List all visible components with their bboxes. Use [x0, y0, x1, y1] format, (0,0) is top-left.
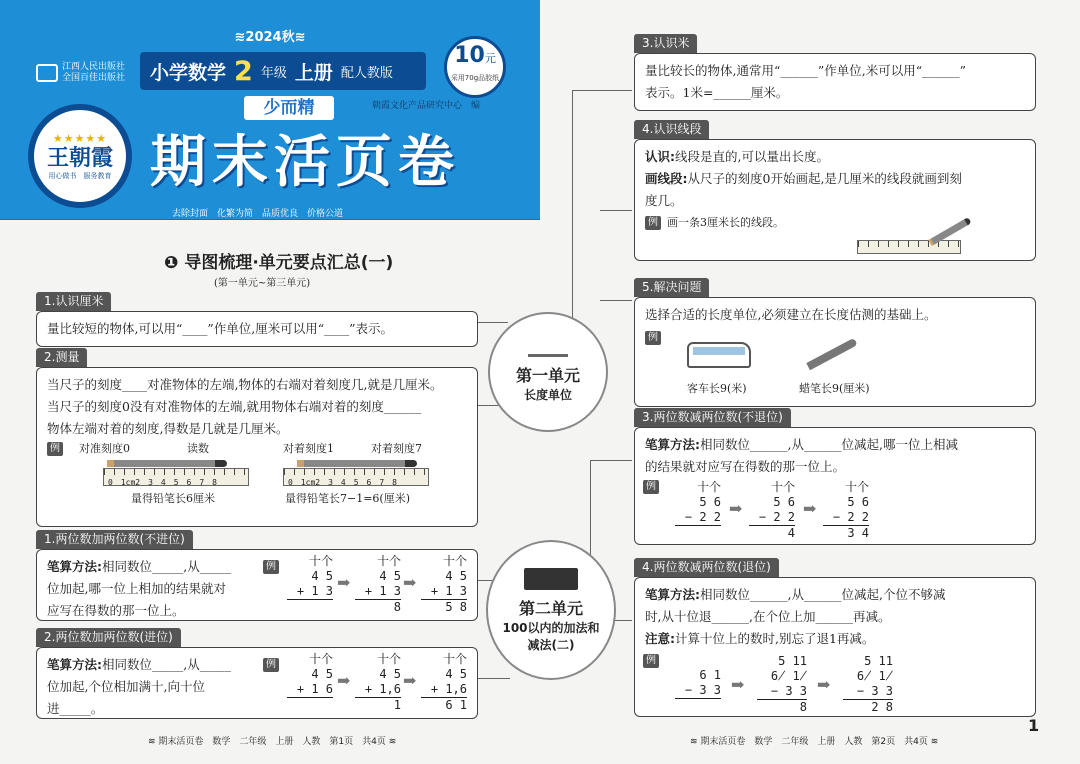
subject-bar — [140, 52, 426, 90]
card-tag: 4.认识线段 — [634, 120, 709, 139]
subtrahend: − 2 2 — [684, 510, 721, 524]
ruler-icon: 0 1cm2 3 4 5 6 7 8 — [283, 468, 429, 486]
grade-unit: 年级 — [260, 65, 287, 81]
vertical-addition — [355, 554, 401, 615]
brand-badge — [28, 104, 132, 208]
card-tag: 2.两位数加两位数(进位) — [36, 628, 181, 647]
result: 1 — [355, 697, 401, 713]
publisher-en: 全国百佳出版社 — [62, 73, 126, 83]
unit-two-circle — [486, 540, 616, 680]
result: 5 8 — [421, 599, 467, 615]
method-line: 位加起,哪一位上相加的结果就对 — [47, 581, 226, 596]
card-line: 当尺子的刻度____对准物体的左端,物体的右端对着刻度几,就是几厘米。 — [47, 377, 443, 392]
measure-result: 量得铅笔长7−1=6(厘米) — [285, 492, 411, 505]
connector-line — [572, 90, 632, 352]
method-text — [47, 556, 267, 622]
borrow-mark: 5 11 — [778, 654, 807, 668]
card-tag: 2.测量 — [36, 348, 87, 367]
addend-bottom: + 1 3 — [430, 584, 467, 598]
example-tag: 例 — [47, 442, 63, 456]
card-know-meter — [634, 32, 1036, 111]
card-line: 线段是直的,可以量出长度。 — [675, 149, 829, 164]
minuend: 6̸ 1̸ — [770, 669, 807, 683]
card-body — [634, 297, 1036, 407]
minuend: 6̸ 1̸ — [856, 669, 893, 683]
example-tag: 例 — [263, 560, 279, 574]
section-subtitle: (第一单元~第三单元) — [214, 278, 311, 289]
price-note: 采用70g品胶纸 — [450, 74, 500, 82]
card-tag: 1.认识厘米 — [36, 292, 111, 311]
card-know-centimeter — [36, 290, 478, 347]
place-head: 十个 — [844, 480, 869, 494]
section-title — [164, 248, 393, 273]
connector-line — [600, 210, 632, 211]
vertical-addition — [421, 652, 467, 713]
addend-bottom: + 1 3 — [364, 584, 401, 598]
addend-bottom: + 1,6 — [430, 682, 467, 696]
main-title: 期末活页卷 — [150, 129, 460, 195]
result-blank — [675, 698, 721, 714]
note-label: 注意: — [645, 631, 675, 646]
card-line: 表示。1米=______厘米。 — [645, 85, 789, 100]
footer-right: ≋ 期末活页卷 数学 二年级 上册 人教 第2页 共4页 ≋ — [690, 737, 939, 747]
price-badge — [444, 36, 506, 98]
unit-title: 第一单元 — [515, 366, 580, 385]
connector-line — [590, 460, 632, 570]
subtrahend: − 3 3 — [770, 684, 807, 698]
card-tag: 1.两位数加两位数(不进位) — [36, 530, 193, 549]
method-label: 笔算方法: — [47, 657, 102, 672]
addend-bottom: + 1,6 — [364, 682, 401, 696]
crayon-caption: 蜡笔长9(厘米) — [799, 382, 870, 395]
note-text: 计算十位上的数时,别忘了退1再减。 — [675, 631, 875, 646]
card-line: 量比较长的物体,通常用“______”作单位,米可以用“______” — [645, 63, 967, 78]
method-line: 位加起,个位相加满十,向十位 — [47, 679, 205, 694]
subject: 小学数学 — [150, 61, 227, 84]
ruler-label: 对准刻度0 — [79, 442, 130, 455]
place-head: 十个 — [442, 554, 467, 568]
example-tag: 例 — [645, 331, 661, 345]
subtrahend: − 2 2 — [832, 510, 869, 524]
connector-line — [600, 300, 632, 301]
addend-top: 4 5 — [379, 667, 401, 681]
place-head: 十个 — [770, 480, 795, 494]
vertical-addition — [287, 652, 333, 713]
addend-top: 4 5 — [379, 569, 401, 583]
measure-example — [47, 440, 467, 510]
addend-bottom: + 1 3 — [296, 584, 333, 598]
vertical-subtraction — [675, 668, 721, 714]
vertical-subtraction — [843, 654, 893, 715]
unit-one-circle — [488, 312, 608, 432]
result: 8 — [355, 599, 401, 615]
price-number: 10 — [454, 43, 485, 68]
card-sub-no-borrow — [634, 406, 1036, 545]
section-title-text: 导图梳理·单元要点汇总(一) — [184, 253, 394, 273]
arrow-icon: ➡ — [403, 671, 417, 690]
line-label: 认识: — [645, 149, 675, 164]
grade-number: 2 — [234, 55, 253, 87]
card-line: 当尺子的刻度0没有对准物体的左端,就用物体右端对着的刻度______ — [47, 399, 422, 414]
minuend: 6 1 — [699, 668, 721, 682]
blackboard-icon — [524, 568, 578, 590]
example-tag: 例 — [643, 654, 659, 668]
arrow-icon: ➡ — [803, 499, 817, 518]
addend-top: 4 5 — [311, 667, 333, 681]
vertical-addition — [287, 554, 333, 615]
unit-desc: 100以内的加法和 — [502, 620, 600, 635]
arrow-icon: ➡ — [817, 675, 831, 694]
result: 8 — [757, 699, 807, 715]
minuend: 5 6 — [847, 495, 869, 509]
place-head: 十个 — [696, 480, 721, 494]
result: 6 1 — [421, 697, 467, 713]
card-measure — [36, 346, 478, 527]
card-body — [36, 311, 478, 347]
subtrahend: − 3 3 — [684, 683, 721, 697]
method-line: 进_____。 — [47, 701, 104, 716]
card-add-carry — [36, 626, 478, 719]
method-label: 笔算方法: — [47, 559, 102, 574]
vertical-subtraction — [823, 480, 869, 541]
publisher-logo-icon — [36, 64, 58, 82]
card-line: 从尺子的刻度0开始画起,是几厘米的线段就画到刻 — [687, 171, 962, 186]
example-tag: 例 — [263, 658, 279, 672]
method-line: 的结果就对应写在得数的那一位上。 — [645, 459, 846, 474]
addend-bottom: + 1 6 — [296, 682, 333, 696]
card-add-no-carry — [36, 528, 478, 621]
result: 2 8 — [843, 699, 893, 715]
arrow-icon: ➡ — [337, 573, 351, 592]
vertical-addition — [355, 652, 401, 713]
result: 3 4 — [823, 525, 869, 541]
brand-slogan: 用心做书 服务教育 — [48, 171, 112, 180]
publisher-name — [62, 62, 125, 84]
result: 4 — [749, 525, 795, 541]
place-head: 十个 — [376, 652, 401, 666]
measure-result: 量得铅笔长6厘米 — [131, 492, 215, 505]
stars-icon: ★★★★★ — [52, 131, 108, 145]
minuend: 5 6 — [773, 495, 795, 509]
card-body — [634, 577, 1036, 717]
desk-icon — [528, 341, 568, 357]
method-label: 笔算方法: — [645, 437, 700, 452]
method-line: 相同数位_____,从_____ — [102, 559, 231, 574]
line-label: 画线段: — [645, 171, 688, 186]
place-head: 十个 — [442, 652, 467, 666]
example-tag: 例 — [645, 216, 661, 230]
unit-desc: 减法(二) — [527, 637, 575, 652]
example-text: 画一条3厘米长的线段。 — [667, 216, 784, 229]
crayon-icon — [806, 338, 857, 370]
price-unit: 元 — [484, 52, 496, 65]
bus-icon — [687, 342, 751, 368]
section-number: ❶ — [164, 253, 179, 273]
vertical-subtraction — [757, 654, 807, 715]
card-line-segment — [634, 118, 1036, 261]
card-line: 物体左端对着的刻度,得数是几就是几厘米。 — [47, 421, 289, 436]
card-body — [634, 427, 1036, 545]
result-blank — [675, 525, 721, 541]
card-body — [634, 139, 1036, 261]
pencil-icon — [107, 460, 227, 467]
card-tag: 3.两位数减两位数(不退位) — [634, 408, 791, 427]
addend-top: 4 5 — [311, 569, 333, 583]
card-body — [634, 53, 1036, 111]
method-line: 相同数位______,从______位减起,哪一位上相减 — [700, 437, 958, 452]
card-sub-borrow — [634, 556, 1036, 717]
header-slogans: 去除封面 化繁为简 品质优良 价格公道 — [172, 209, 344, 219]
method-line: 相同数位______,从______位减起,个位不够减 — [700, 587, 946, 602]
vertical-subtraction — [749, 480, 795, 541]
place-head: 十个 — [308, 554, 333, 568]
method-label: 笔算方法: — [645, 587, 700, 602]
ruler-label: 对着刻度7 — [371, 442, 422, 455]
card-tag: 3.认识米 — [634, 34, 697, 53]
edition: 配人教版 — [340, 65, 393, 81]
brand-name: 王朝霞 — [46, 144, 113, 171]
place-head: 十个 — [308, 652, 333, 666]
borrow-mark: 5 11 — [864, 654, 893, 668]
unit-title: 第二单元 — [518, 598, 583, 618]
subtrahend: − 2 2 — [758, 510, 795, 524]
card-tag: 5.解决问题 — [634, 278, 709, 297]
result-blank — [287, 599, 333, 615]
card-solve-problem — [634, 276, 1036, 407]
ruler-icon: 0 1cm2 3 4 5 6 7 8 — [103, 468, 249, 486]
arrow-icon: ➡ — [337, 671, 351, 690]
subtrahend: − 3 3 — [856, 684, 893, 698]
addend-top: 4 5 — [445, 569, 467, 583]
volume: 上册 — [294, 61, 333, 84]
unit-desc: 长度单位 — [523, 388, 572, 402]
arrow-icon: ➡ — [403, 573, 417, 592]
method-line: 应写在得数的那一位上。 — [47, 603, 185, 618]
ruler-label: 读数 — [187, 442, 209, 455]
addend-top: 4 5 — [445, 667, 467, 681]
vertical-subtraction — [675, 480, 721, 541]
method-line: 相同数位_____,从_____ — [102, 657, 231, 672]
card-line: 度几。 — [645, 193, 683, 208]
card-line: 选择合适的长度单位,必须建立在长度估测的基础上。 — [645, 307, 937, 322]
bus-caption: 客车长9(米) — [687, 382, 747, 395]
example-tag: 例 — [643, 480, 659, 494]
card-body — [36, 647, 478, 719]
page-number: 1 — [1028, 716, 1040, 735]
result-blank — [287, 697, 333, 713]
place-head: 十个 — [376, 554, 401, 568]
jingpin-label: 少而精 — [244, 96, 334, 120]
connector-line — [478, 322, 508, 323]
card-text: 量比较短的物体,可以用“____”作单位,厘米可以用“____”表示。 — [47, 321, 394, 336]
ruler-icon — [857, 240, 961, 254]
card-body — [36, 549, 478, 621]
minuend: 5 6 — [699, 495, 721, 509]
card-tag: 4.两位数减两位数(退位) — [634, 558, 779, 577]
vertical-addition — [421, 554, 467, 615]
season-label: ≋2024秋≋ — [234, 30, 306, 45]
footer-left: ≋ 期末活页卷 数学 二年级 上册 人教 第1页 共4页 ≋ — [148, 737, 397, 747]
card-body — [36, 367, 478, 527]
editor-label: 朝霞文化产品研究中心 编 — [372, 101, 481, 111]
publisher-cn: 江西人民出版社 — [62, 62, 126, 72]
method-text — [47, 654, 267, 720]
arrow-icon: ➡ — [731, 675, 745, 694]
pencil-icon — [297, 460, 417, 467]
connector-line — [478, 678, 510, 679]
method-line: 时,从十位退______,在个位上加______再减。 — [645, 609, 891, 624]
arrow-icon: ➡ — [729, 499, 743, 518]
ruler-label: 对着刻度1 — [283, 442, 334, 455]
